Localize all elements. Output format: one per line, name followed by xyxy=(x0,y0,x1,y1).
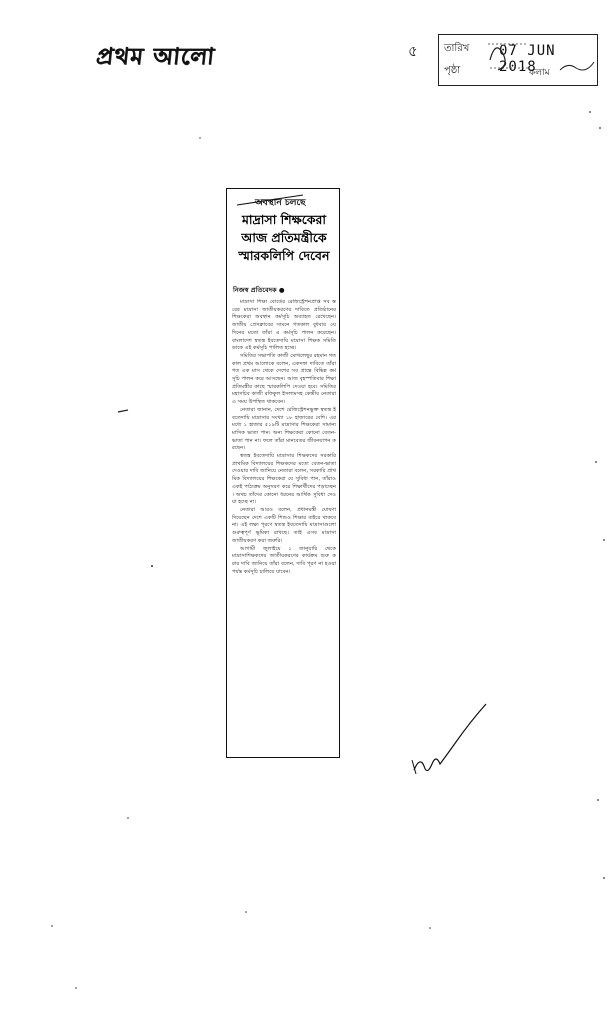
handwritten-page-mark: ৫ xyxy=(408,42,418,60)
article-headline: মাদ্রাসা শিক্ষকেরা আজ প্রতিমন্ত্রীকে স্মারকলিপি দেবেন xyxy=(238,212,330,263)
page-label: পৃষ্ঠা xyxy=(444,65,461,76)
date-label: তারিখ xyxy=(444,43,470,54)
article-paragraph: মাদ্রাসা শিক্ষা বোর্ডের রেজিস্ট্রেশনপ্রাপ্ত সব স্তরের মাদ্রাসা জাতীয়করণের দাবিতে প্রতিষ্ঠানের শিক্ষকেরা অবস্থান কর্মসূচি অব্যাহত রেখেছেন। জাতীয় প্রেসক্লাবের সামনে গতকাল বুধবার ৩য় দিনের মতো তাঁরা এ কর্মসূচি পালন করেছেন। বাংলাদেশ স্বতন্ত্র ইবতেদায়ি মাদ্রাসা শিক্ষক সমিতি ডাকে এই কর্মসূচি পালিত হচ্ছে। xyxy=(232,299,336,352)
article-paragraph: স্বতন্ত্র ইবতেদায়ি মাদ্রাসার শিক্ষকদের সরকারি প্রাথমিক বিদ্যালয়ের শিক্ষকদের মতো বেতন-ভাতা দেওয়ার দাবি জানিয়ে নেতারা বলেন, সরকারি প্রাথমিক বিদ্যালয়ের শিক্ষকেরা যে সুবিধা পান, তাঁরাও একই পাঠ্যক্রম অনুসরণ করে শিক্ষার্থীদের পড়াচ্ছেন। অথচ তাঁদের কোনো ধরনের আর্থিক সুবিধা দেওয়া হচ্ছে না। xyxy=(232,453,336,506)
article-paragraph: নেতারা আরও বলেন, প্রধানমন্ত্রী ঘোষণা দিয়েছেন দেশে একটি শিশুও শিক্ষার বাইরে থাকবে না। এই লক্ষ্য পূরণে স্বতন্ত্র ইবতেদায়ি মাদ্রাসাগুলো গুরুত্বপূর্ণ ভূমিকা রাখছে। তাই এসব মাদ্রাসা জাতীয়করণ করা জরুরি। xyxy=(232,506,336,544)
stamp-date: 07 JUN 2018 xyxy=(499,43,556,75)
article-paragraph: আগামী জুলাইয়ে ১ জানুয়ারি থেকে মাদ্রাসাশিক্ষকদের জাতীয়করণের কার্যক্রম শুরু করার দাবি জানিয়ে তাঁরা বলেন, দাবি পূরণ না হওয়া পর্যন্ত কর্মসূচি চালিয়ে যাবেন। xyxy=(232,545,336,575)
article-paragraph: নেতারা জানান, দেশে রেজিস্ট্রেশনভুক্ত স্বতন্ত্র ইবতেদায়ি মাদ্রাসার সংখ্যা ১৮ হাজারের বেশি। এর মধ্যে ১ হাজার ৫১৯টি মাদ্রাসার শিক্ষকেরা সামান্য মাসিক ভাতা পান। অন্য শিক্ষকেরা কোনো বেতন-ভাতা পান না। ফলে তাঁরা মানবেতর জীবনযাপন করছেন। xyxy=(232,406,336,452)
article-kicker: অবস্থান চলছে xyxy=(255,198,306,208)
column-label: কলাম xyxy=(529,68,550,78)
article-byline: নিজস্ব প্রতিবেদক ● xyxy=(233,286,285,294)
newspaper-masthead: প্রথম আলো xyxy=(94,43,217,70)
article-paragraph: সমিতির সভাপতি কাজী মোখলেছুর রহমান গতকাল প্রথম আলোকে বলেন, একদফা দাবিতে তাঁরা গত এক মাস থেকে দেশের সব প্রান্তে বিভিন্ন কর্মসূচি পালন করে আসছেন। আজ বৃহস্পতিবার শিক্ষা প্রতিমন্ত্রীর কাছে স্মারকলিপি দেওয়া হবে। সমিতির মহাসচিব কাজী রফিকুল ইসলামসহ কেন্দ্রীয় নেতারা এ সময় উপস্থিত থাকবেন। xyxy=(232,352,336,406)
